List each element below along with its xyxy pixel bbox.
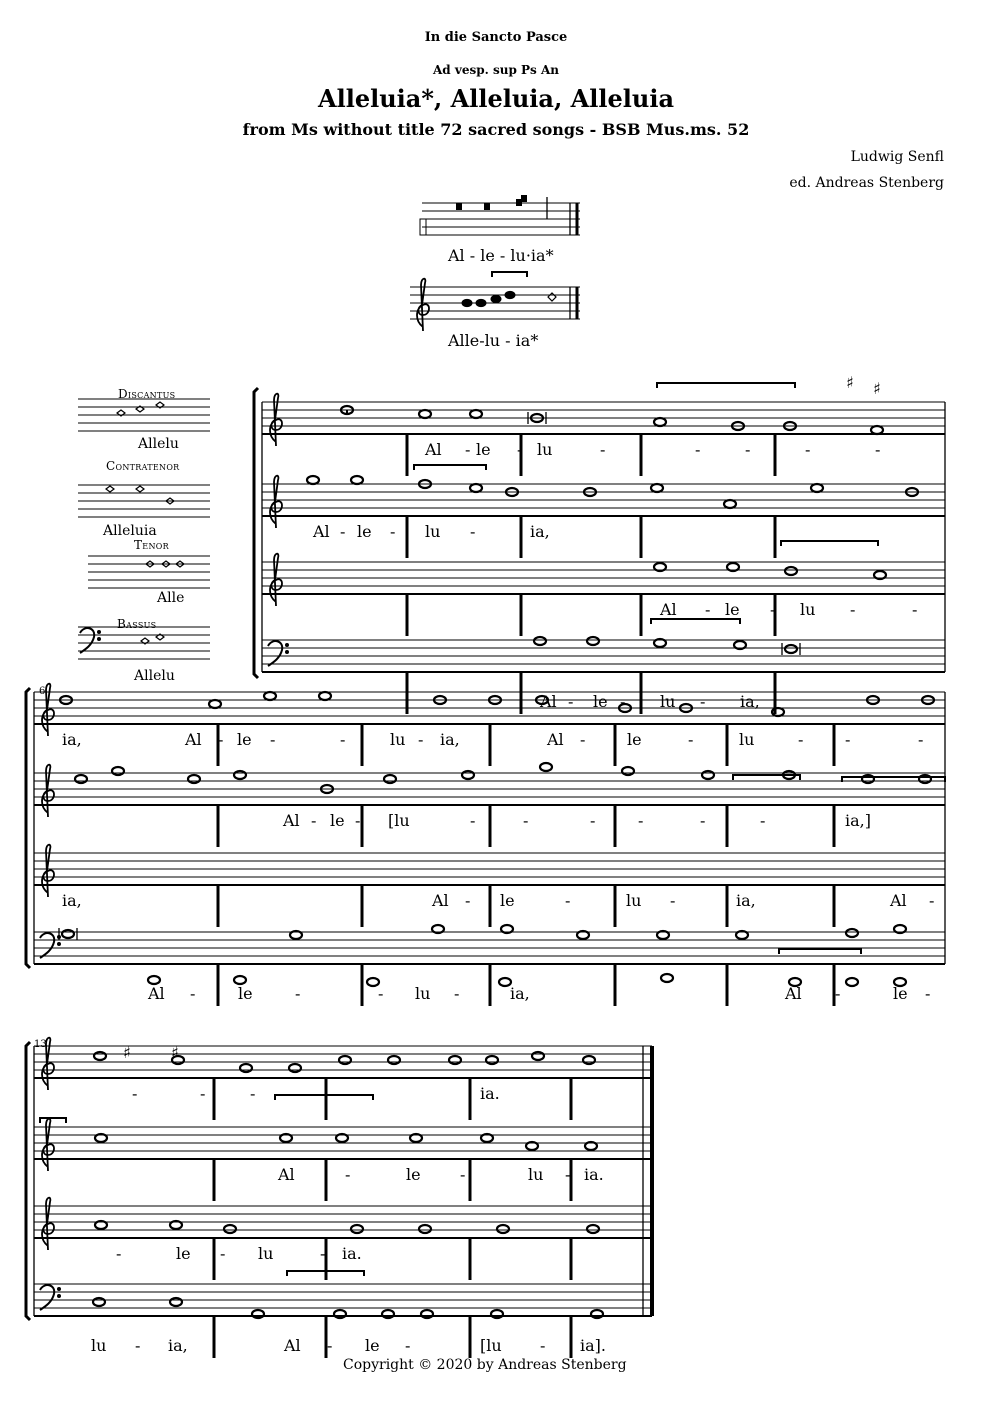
lyric-syllable: - <box>925 984 931 1003</box>
lyric-syllable: - <box>454 984 460 1003</box>
lyric-syllable: - <box>590 811 596 830</box>
note <box>724 500 736 508</box>
lyric-syllable: - <box>517 440 523 459</box>
ligature-bracket <box>492 272 527 277</box>
note <box>470 484 482 492</box>
lyric-syllable: - <box>295 984 301 1003</box>
lyric-syllable: Al <box>148 984 165 1003</box>
note <box>449 1056 461 1064</box>
editor: ed. Andreas Stenberg <box>789 175 944 191</box>
ligature-bracket <box>414 465 486 470</box>
lyric-syllable: - <box>540 1336 546 1355</box>
note <box>234 771 246 779</box>
lyric-syllable: le <box>238 984 253 1003</box>
lyric-syllable: - <box>705 600 711 619</box>
ligature-bracket <box>781 541 878 546</box>
lyric-syllable: - <box>320 1244 326 1263</box>
lyric-syllable: - <box>580 730 586 749</box>
lyric-syllable: - <box>568 692 574 711</box>
lyric-syllable: lu <box>528 1165 544 1184</box>
bass-clef-dot <box>58 943 61 946</box>
bass-clef-dot <box>58 1295 61 1298</box>
lyric-syllable: Al <box>547 730 564 749</box>
lyric-syllable: - <box>190 984 196 1003</box>
note <box>540 763 552 771</box>
note <box>148 976 160 984</box>
lyric-syllable: - <box>620 692 626 711</box>
note <box>702 771 714 779</box>
note <box>224 1225 236 1233</box>
lyric-syllable: lu <box>415 984 431 1003</box>
lyric-syllable: - <box>390 522 396 541</box>
note <box>651 484 663 492</box>
lyric-syllable: - <box>465 891 471 910</box>
lyric-syllable: - <box>470 522 476 541</box>
lyric-syllable: ia, <box>736 891 756 910</box>
lyric-syllable: - <box>270 730 276 749</box>
voice-incipit-text-contratenor: Alleluia <box>103 523 157 539</box>
rest <box>346 410 348 414</box>
lyric-syllable: - <box>200 1084 206 1103</box>
lyric-syllable: lu <box>800 600 816 619</box>
sharp-accidental: ♯ <box>123 1043 131 1062</box>
ligature-bracket <box>779 949 861 954</box>
lyric-syllable: - <box>565 891 571 910</box>
lyric-syllable: - <box>523 811 529 830</box>
lyric-syllable: lu <box>537 440 553 459</box>
note <box>188 775 200 783</box>
lyric-syllable: - <box>850 600 856 619</box>
note <box>486 1056 498 1064</box>
note <box>846 978 858 986</box>
note <box>661 974 673 982</box>
note <box>289 1064 301 1072</box>
note <box>532 1052 544 1060</box>
ligature-bracket <box>657 383 795 388</box>
note <box>62 930 74 938</box>
note <box>548 293 556 301</box>
lyric-syllable: - <box>405 1336 411 1355</box>
lyric-syllable: - <box>805 440 811 459</box>
note <box>75 775 87 783</box>
voice-incipit-text-tenor: Alle <box>157 590 185 606</box>
lyric-syllable: le <box>237 730 252 749</box>
lyric-syllable: le <box>593 692 608 711</box>
bass-clef-dot <box>286 644 289 647</box>
sharp-accidental: ♯ <box>846 373 854 392</box>
lyric-syllable: - <box>745 440 751 459</box>
sharp-accidental: ♯ <box>873 379 881 398</box>
note <box>209 700 221 708</box>
system-bracket <box>26 1042 30 1320</box>
lyric-syllable: - <box>460 1165 466 1184</box>
lyric-syllable: le <box>893 984 908 1003</box>
bass-clef <box>268 641 282 666</box>
note <box>497 1225 509 1233</box>
lyric-syllable: le <box>476 440 491 459</box>
note <box>587 1225 599 1233</box>
lyric-syllable: le <box>330 811 345 830</box>
lyric-syllable: lu <box>258 1244 274 1263</box>
note <box>170 1298 182 1306</box>
system-bracket <box>254 388 258 678</box>
bass-clef-dot <box>98 638 101 641</box>
lyric-syllable: - <box>378 984 384 1003</box>
note <box>811 484 823 492</box>
incipit-note <box>106 486 114 492</box>
lyric-syllable: le <box>406 1165 421 1184</box>
lyric-syllable: le <box>357 522 372 541</box>
note <box>307 476 319 484</box>
lyric-syllable: - <box>638 811 644 830</box>
lyric-syllable: - <box>845 730 851 749</box>
note <box>654 418 666 426</box>
note <box>419 410 431 418</box>
lyric-syllable: - <box>670 891 676 910</box>
voice-label-contratenor: Contratenor <box>106 459 180 473</box>
lyric-syllable: ia]. <box>580 1336 606 1355</box>
composer: Ludwig Senfl <box>850 149 944 165</box>
lyric-syllable: - <box>418 730 424 749</box>
note <box>622 767 634 775</box>
lyric-syllable: - <box>798 730 804 749</box>
copyright: Copyright © 2020 by Andreas Stenberg <box>343 1357 627 1373</box>
lyric-syllable: - <box>311 811 317 830</box>
voice-label-tenor: Tenor <box>134 538 169 552</box>
lyric-syllable: - <box>695 440 701 459</box>
note <box>351 1225 363 1233</box>
bass-clef-dot <box>286 651 289 654</box>
lyric-syllable: ia, <box>62 891 82 910</box>
lyric-syllable: - <box>345 1165 351 1184</box>
ligature-bracket <box>651 619 740 624</box>
note <box>534 637 546 645</box>
note <box>871 426 883 434</box>
lyric-syllable: ia, <box>510 984 530 1003</box>
lyric-syllable: lu <box>425 522 441 541</box>
modern-incipit-text: Alle-lu - ia* <box>448 331 539 350</box>
lyric-syllable: - <box>760 811 766 830</box>
bass-clef <box>80 628 94 653</box>
note <box>505 291 515 298</box>
measure-number-system-3: 13 <box>34 1039 47 1050</box>
lyric-syllable: - <box>700 692 706 711</box>
sharp-accidental: ♯ <box>171 1043 179 1062</box>
lyric-syllable: - <box>912 600 918 619</box>
lyric-syllable: le <box>365 1336 380 1355</box>
lyric-syllable: - <box>218 730 224 749</box>
lyric-syllable: Al <box>425 440 442 459</box>
voice-label-bassus: Bassus <box>117 617 157 631</box>
lyric-syllable: - <box>470 811 476 830</box>
chant-incipit-text: Al - le - lu·ia* <box>448 246 554 265</box>
lyric-syllable: - <box>918 730 924 749</box>
lyric-syllable: - <box>770 600 776 619</box>
note <box>491 295 501 302</box>
lyric-syllable: ia. <box>342 1244 362 1263</box>
lyric-syllable: - <box>600 440 606 459</box>
lyric-syllable: - <box>220 1244 226 1263</box>
note <box>384 775 396 783</box>
lyric-syllable: le <box>627 730 642 749</box>
page-title: Alleluia*, Alleluia, Alleluia <box>317 84 675 113</box>
note <box>419 1225 431 1233</box>
note <box>785 567 797 575</box>
lyric-syllable: le <box>500 891 515 910</box>
lyric-syllable: - <box>835 984 841 1003</box>
lyric-syllable: Al <box>185 730 202 749</box>
note <box>388 1056 400 1064</box>
lyric-syllable: lu <box>626 891 642 910</box>
note <box>112 767 124 775</box>
chant-neume <box>521 195 527 202</box>
lyric-syllable: Al <box>540 692 557 711</box>
chant-neume <box>456 203 462 210</box>
note <box>785 645 797 653</box>
note <box>476 299 486 306</box>
lyric-syllable: lu <box>390 730 406 749</box>
incipit-note <box>136 486 144 492</box>
lyric-syllable: Al <box>284 1336 301 1355</box>
lyric-syllable: - <box>700 811 706 830</box>
lyric-syllable: lu <box>739 730 755 749</box>
ligature-bracket <box>275 1095 373 1100</box>
note <box>240 1064 252 1072</box>
lyric-syllable: - <box>465 440 471 459</box>
note <box>846 929 858 937</box>
note <box>462 771 474 779</box>
lyric-syllable: - <box>327 1336 333 1355</box>
lyric-syllable: ia, <box>740 692 760 711</box>
lyric-syllable: Al <box>432 891 449 910</box>
note <box>93 1298 105 1306</box>
lyric-syllable: ia, <box>62 730 82 749</box>
lyric-syllable: Al <box>660 600 677 619</box>
lyric-syllable: ia, <box>440 730 460 749</box>
lyric-syllable: ia. <box>584 1165 604 1184</box>
subtitle: from Ms without title 72 sacred songs - BSB Mus.ms. 52 <box>242 120 750 139</box>
lyric-syllable: ia. <box>480 1084 500 1103</box>
voice-label-discantus: Discantus <box>118 387 176 401</box>
lyric-syllable: lu <box>660 692 676 711</box>
lyric-syllable: Al <box>313 522 330 541</box>
chant-neume <box>484 203 490 210</box>
note <box>462 299 472 306</box>
lyric-syllable: - <box>929 891 935 910</box>
bass-clef-dot <box>98 631 101 634</box>
lyric-syllable: - <box>688 730 694 749</box>
bass-clef <box>40 1285 54 1310</box>
voice-incipit-text-bassus: Allelu <box>134 668 175 684</box>
lyric-syllable: le <box>725 600 740 619</box>
lyric-syllable: Al <box>890 891 907 910</box>
lyric-syllable: [lu <box>388 811 410 830</box>
lyric-syllable: - <box>250 1084 256 1103</box>
lyric-syllable: Al <box>283 811 300 830</box>
note <box>94 1052 106 1060</box>
bass-clef-dot <box>58 1288 61 1291</box>
note <box>470 410 482 418</box>
note <box>339 1056 351 1064</box>
note <box>351 476 363 484</box>
lyric-syllable: - <box>132 1084 138 1103</box>
lyric-syllable: - <box>135 1336 141 1355</box>
voice-incipit-text-discantus: Allelu <box>138 436 179 452</box>
system-bracket <box>26 688 30 968</box>
lyric-syllable: ia, <box>530 522 550 541</box>
lyric-syllable: - <box>355 811 361 830</box>
lyric-syllable: Al <box>785 984 802 1003</box>
lyric-syllable: Al <box>278 1165 295 1184</box>
lyric-syllable: - <box>565 1165 571 1184</box>
lyric-syllable: - <box>350 1084 356 1103</box>
lyric-syllable: le <box>176 1244 191 1263</box>
ligature-bracket <box>40 1118 66 1123</box>
measure-number-system-2: 6 <box>39 686 46 697</box>
liturgical-use: Ad vesp. sup Ps An <box>432 63 560 77</box>
lyric-syllable: - <box>116 1244 122 1263</box>
lyric-syllable: ia, <box>168 1336 188 1355</box>
note <box>587 637 599 645</box>
lyric-syllable: - <box>340 730 346 749</box>
lyric-syllable: lu <box>91 1336 107 1355</box>
lyric-syllable: [lu <box>480 1336 502 1355</box>
occasion: In die Sancto Pasce <box>424 30 568 45</box>
lyric-syllable: - <box>875 440 881 459</box>
lyric-syllable: - <box>340 522 346 541</box>
note <box>319 692 331 700</box>
lyric-syllable: ia,] <box>845 811 871 830</box>
note <box>234 976 246 984</box>
bass-clef <box>40 933 54 958</box>
note <box>264 692 276 700</box>
note <box>583 1056 595 1064</box>
